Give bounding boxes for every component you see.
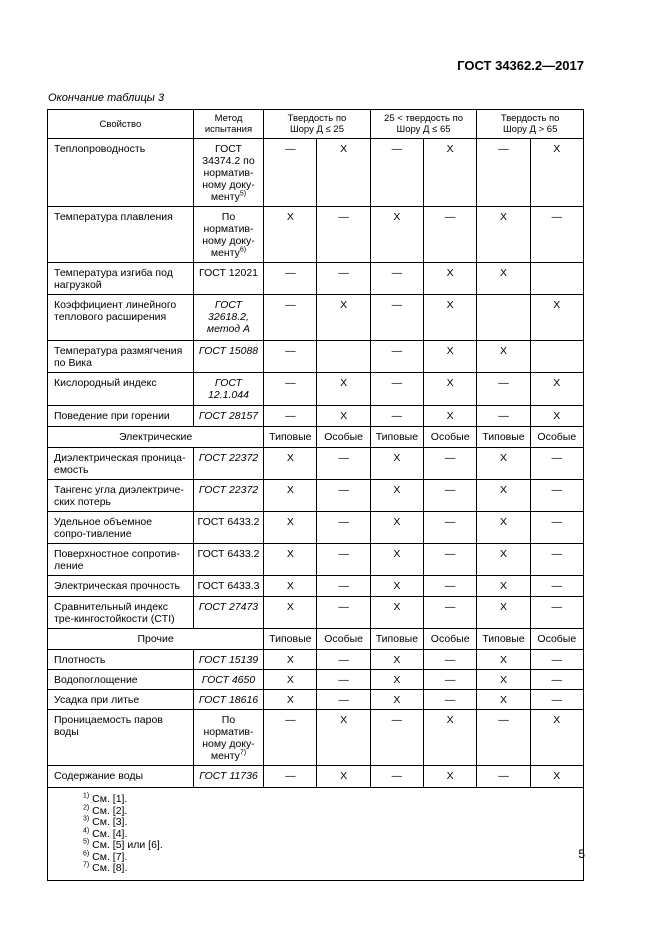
- property-name: Содержание воды: [48, 766, 194, 788]
- method-cell: [193, 341, 263, 373]
- method-cell: [193, 480, 263, 512]
- value-cell: —: [477, 373, 530, 406]
- value-cell: X: [370, 512, 423, 544]
- value-cell: X: [530, 710, 583, 766]
- value-cell: [530, 341, 583, 373]
- col-header-hardness-low: Твердость по Шору Д ≤ 25: [264, 110, 371, 139]
- value-cell: X: [530, 406, 583, 427]
- value-cell: X: [370, 448, 423, 480]
- value-cell: X: [370, 544, 423, 576]
- value-cell: —: [317, 512, 370, 544]
- subcolumn-label: Типовые: [477, 629, 530, 650]
- properties-table: [47, 109, 584, 881]
- value-cell: X: [317, 710, 370, 766]
- method-cell: [193, 295, 263, 341]
- table-row: [48, 406, 584, 427]
- value-cell: —: [317, 544, 370, 576]
- subcolumn-label: Особые: [317, 629, 370, 650]
- property-name: Тангенс угла диэлектриче-ских потерь: [48, 480, 194, 512]
- value-cell: X: [317, 406, 370, 427]
- method-cell: [193, 448, 263, 480]
- table-row: [48, 650, 584, 670]
- value-cell: —: [264, 341, 317, 373]
- value-cell: X: [477, 576, 530, 597]
- value-cell: X: [264, 597, 317, 629]
- table-header-row: [48, 110, 584, 139]
- value-cell: —: [317, 597, 370, 629]
- value-cell: [477, 295, 530, 341]
- property-name: Проницаемость паров воды: [48, 710, 194, 766]
- subcolumn-label: Типовые: [264, 629, 317, 650]
- table-row: [48, 544, 584, 576]
- footnote-number: 1): [83, 792, 90, 800]
- table-row: [48, 670, 584, 690]
- value-cell: —: [477, 139, 530, 207]
- value-cell: [317, 341, 370, 373]
- value-cell: X: [424, 766, 477, 788]
- value-cell: —: [317, 480, 370, 512]
- value-cell: —: [370, 766, 423, 788]
- value-cell: X: [424, 373, 477, 406]
- value-cell: X: [264, 480, 317, 512]
- table-row: [48, 263, 584, 295]
- value-cell: —: [530, 650, 583, 670]
- value-cell: —: [317, 650, 370, 670]
- section-label: Электрические: [48, 427, 264, 448]
- value-cell: —: [477, 406, 530, 427]
- table-row: [48, 480, 584, 512]
- value-cell: —: [317, 448, 370, 480]
- footnote-ref: 6): [239, 246, 247, 254]
- method-text: ГОСТ 18616: [198, 694, 259, 706]
- footnote: [83, 840, 583, 852]
- col-header-hardness-high: Твердость по Шору Д > 65: [477, 110, 584, 139]
- value-cell: X: [264, 650, 317, 670]
- method-cell: [193, 576, 263, 597]
- value-cell: —: [424, 207, 477, 263]
- value-cell: —: [370, 406, 423, 427]
- subcolumn-label: Особые: [317, 427, 370, 448]
- value-cell: [530, 263, 583, 295]
- method-text: ГОСТ 12.1.044: [208, 377, 249, 401]
- footnote-number: 2): [83, 804, 90, 811]
- property-name: Температура размягчения по Вика: [48, 341, 194, 373]
- value-cell: —: [530, 597, 583, 629]
- value-cell: X: [477, 690, 530, 710]
- value-cell: X: [477, 480, 530, 512]
- value-cell: X: [530, 373, 583, 406]
- subcolumn-label: Типовые: [264, 427, 317, 448]
- value-cell: X: [317, 139, 370, 207]
- footnote-text: См. [8].: [92, 862, 128, 874]
- value-cell: X: [530, 766, 583, 788]
- method-text: ГОСТ 34374.2 по норматив-ному доку-менту: [202, 143, 255, 203]
- value-cell: X: [264, 576, 317, 597]
- value-cell: —: [424, 597, 477, 629]
- page-number: 5: [578, 847, 585, 861]
- value-cell: —: [317, 576, 370, 597]
- value-cell: —: [264, 139, 317, 207]
- value-cell: —: [317, 207, 370, 263]
- subcolumn-label: Типовые: [477, 427, 530, 448]
- value-cell: —: [530, 207, 583, 263]
- subcolumn-label: Особые: [530, 427, 583, 448]
- section-row: [48, 629, 584, 650]
- value-cell: X: [370, 650, 423, 670]
- property-name: Усадка при литье: [48, 690, 194, 710]
- method-text: ГОСТ 11736: [199, 770, 258, 782]
- footnotes: [48, 788, 584, 881]
- footnote-text: См. [1].: [92, 793, 128, 805]
- method-cell: [193, 690, 263, 710]
- method-cell: [193, 512, 263, 544]
- value-cell: —: [530, 690, 583, 710]
- value-cell: —: [264, 406, 317, 427]
- value-cell: X: [477, 512, 530, 544]
- method-text: ГОСТ 12021: [198, 267, 258, 279]
- table-row: [48, 690, 584, 710]
- value-cell: X: [370, 576, 423, 597]
- method-text: ГОСТ 22372: [198, 484, 259, 496]
- value-cell: X: [317, 295, 370, 341]
- subcolumn-label: Типовые: [370, 427, 423, 448]
- footnote: [83, 817, 583, 829]
- property-name: Удельное объемное сопро-тивление: [48, 512, 194, 544]
- value-cell: —: [477, 710, 530, 766]
- method-cell: [193, 544, 263, 576]
- value-cell: —: [530, 670, 583, 690]
- method-text: ГОСТ 22372: [198, 452, 259, 464]
- table-row: [48, 448, 584, 480]
- method-text: ГОСТ 6433.2: [197, 516, 260, 528]
- footnote-text: См. [5] или [6].: [92, 839, 163, 851]
- footnote: [83, 863, 583, 875]
- value-cell: —: [370, 295, 423, 341]
- value-cell: X: [317, 766, 370, 788]
- value-cell: X: [477, 597, 530, 629]
- value-cell: —: [530, 576, 583, 597]
- method-text: ГОСТ 32618.2, метод А: [206, 299, 251, 335]
- section-label: Прочие: [48, 629, 264, 650]
- col-header-hardness-mid: 25 < твердость по Шору Д ≤ 65: [370, 110, 477, 139]
- value-cell: —: [264, 263, 317, 295]
- value-cell: X: [264, 544, 317, 576]
- value-cell: —: [370, 373, 423, 406]
- table-row: [48, 139, 584, 207]
- method-text: ГОСТ 15088: [198, 345, 259, 357]
- footnote-text: См. [7].: [92, 850, 128, 863]
- value-cell: —: [370, 263, 423, 295]
- document-id: ГОСТ 34362.2—2017: [457, 58, 584, 73]
- table-row: [48, 597, 584, 629]
- value-cell: X: [477, 341, 530, 373]
- value-cell: —: [264, 766, 317, 788]
- value-cell: —: [264, 295, 317, 341]
- method-cell: [193, 263, 263, 295]
- value-cell: X: [370, 670, 423, 690]
- method-text: ГОСТ 15139: [198, 654, 259, 666]
- method-cell: [193, 597, 263, 629]
- value-cell: X: [424, 295, 477, 341]
- value-cell: —: [424, 670, 477, 690]
- footnote-number: 3): [83, 815, 90, 823]
- value-cell: X: [424, 341, 477, 373]
- method-text: ГОСТ 6433.2: [197, 548, 260, 560]
- value-cell: X: [317, 373, 370, 406]
- value-cell: X: [370, 690, 423, 710]
- section-row: [48, 427, 584, 448]
- table-row: [48, 373, 584, 406]
- footnote-text: См. [4].: [92, 827, 128, 840]
- subcolumn-label: Особые: [530, 629, 583, 650]
- value-cell: X: [370, 207, 423, 263]
- method-cell: [193, 139, 263, 207]
- value-cell: —: [317, 670, 370, 690]
- property-name: Поверхностное сопротив-ление: [48, 544, 194, 576]
- method-text: По норматив-ному доку-менту: [202, 211, 255, 259]
- property-name: Плотность: [48, 650, 194, 670]
- value-cell: —: [424, 650, 477, 670]
- value-cell: —: [530, 480, 583, 512]
- value-cell: —: [370, 341, 423, 373]
- value-cell: —: [424, 544, 477, 576]
- footnote: [83, 806, 583, 818]
- method-text: ГОСТ 28157: [198, 410, 259, 422]
- property-name: Температура изгиба под нагрузкой: [48, 263, 194, 295]
- property-name: Кислородный индекс: [48, 373, 194, 406]
- property-name: Водопоглощение: [48, 670, 194, 690]
- value-cell: X: [477, 263, 530, 295]
- value-cell: —: [424, 512, 477, 544]
- value-cell: X: [370, 597, 423, 629]
- value-cell: X: [264, 690, 317, 710]
- value-cell: —: [317, 263, 370, 295]
- subcolumn-label: Типовые: [370, 629, 423, 650]
- table-row: [48, 341, 584, 373]
- method-cell: [193, 406, 263, 427]
- method-text: ГОСТ 6433.3: [197, 580, 260, 592]
- value-cell: —: [530, 512, 583, 544]
- footnote-ref: 7): [239, 749, 247, 757]
- method-cell: [193, 373, 263, 406]
- value-cell: X: [264, 512, 317, 544]
- table-row: [48, 576, 584, 597]
- value-cell: X: [424, 406, 477, 427]
- table-row: [48, 512, 584, 544]
- value-cell: —: [530, 448, 583, 480]
- table-row: [48, 766, 584, 788]
- value-cell: X: [477, 670, 530, 690]
- footnote: [83, 852, 583, 864]
- value-cell: X: [477, 207, 530, 263]
- value-cell: —: [264, 710, 317, 766]
- value-cell: —: [370, 139, 423, 207]
- value-cell: X: [424, 263, 477, 295]
- value-cell: —: [477, 766, 530, 788]
- value-cell: X: [477, 650, 530, 670]
- property-name: Температура плавления: [48, 207, 194, 263]
- property-name: Поведение при горении: [48, 406, 194, 427]
- value-cell: —: [424, 576, 477, 597]
- value-cell: —: [530, 544, 583, 576]
- table-caption: Окончание таблицы 3: [48, 92, 165, 104]
- footnotes-row: [48, 788, 584, 881]
- property-name: Теплопроводность: [48, 139, 194, 207]
- footnote-text: См. [3].: [92, 816, 128, 828]
- value-cell: X: [530, 295, 583, 341]
- footnote-number: 6): [83, 850, 90, 857]
- table-row: [48, 207, 584, 263]
- value-cell: —: [370, 710, 423, 766]
- method-text: По норматив-ному доку-менту: [202, 714, 255, 762]
- footnote: [83, 794, 583, 806]
- method-cell: [193, 207, 263, 263]
- value-cell: —: [424, 480, 477, 512]
- col-header-property: Свойство: [48, 110, 194, 139]
- property-name: Коэффициент линейного теплового расширения: [48, 295, 194, 341]
- method-cell: [193, 766, 263, 788]
- value-cell: —: [424, 690, 477, 710]
- value-cell: —: [424, 448, 477, 480]
- method-cell: [193, 650, 263, 670]
- method-text: ГОСТ 4650: [201, 674, 256, 686]
- property-name: Сравнительный индекс тре-кингостойкости (CTI): [48, 597, 194, 629]
- value-cell: X: [370, 480, 423, 512]
- value-cell: X: [264, 448, 317, 480]
- subcolumn-label: Особые: [424, 629, 477, 650]
- value-cell: X: [530, 139, 583, 207]
- method-cell: [193, 710, 263, 766]
- footnote-ref: 5): [239, 190, 247, 198]
- table-row: [48, 710, 584, 766]
- value-cell: —: [317, 690, 370, 710]
- method-cell: [193, 670, 263, 690]
- value-cell: —: [264, 373, 317, 406]
- footnote-number: 7): [83, 861, 90, 869]
- table-row: [48, 295, 584, 341]
- value-cell: X: [424, 710, 477, 766]
- col-header-method: Метод испытания: [193, 110, 263, 139]
- subcolumn-label: Особые: [424, 427, 477, 448]
- property-name: Электрическая прочность: [48, 576, 194, 597]
- value-cell: X: [477, 544, 530, 576]
- value-cell: X: [477, 448, 530, 480]
- footnote-number: 5): [83, 838, 90, 846]
- value-cell: X: [424, 139, 477, 207]
- value-cell: X: [264, 670, 317, 690]
- footnote-number: 4): [83, 827, 90, 834]
- value-cell: X: [264, 207, 317, 263]
- property-name: Диэлектрическая проница-емость: [48, 448, 194, 480]
- footnote-text: См. [2].: [92, 804, 128, 817]
- method-text: ГОСТ 27473: [198, 601, 259, 613]
